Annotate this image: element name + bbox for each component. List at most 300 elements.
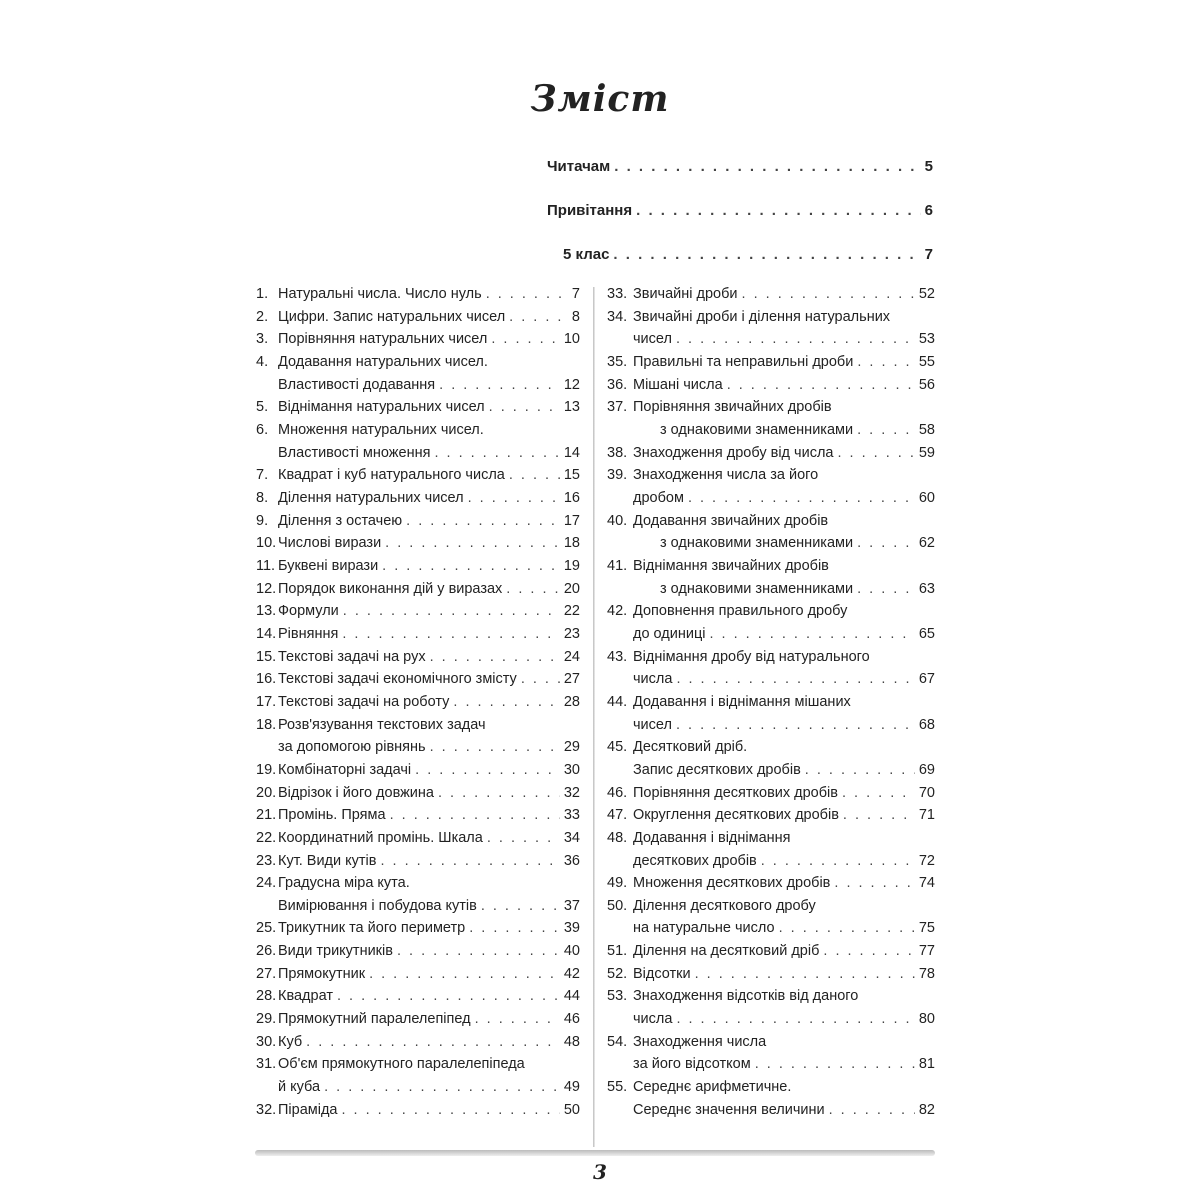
toc-entry-label: Запис десяткових дробів (633, 761, 801, 778)
toc-entry-line (607, 830, 791, 846)
toc-entry-page: 53 (918, 331, 935, 348)
toc-entry-page: 27 (563, 671, 580, 688)
toc-entry (256, 490, 580, 506)
dot-leader (837, 445, 914, 461)
dot-leader (380, 853, 559, 869)
toc-entry-page: 40 (563, 943, 580, 960)
dot-leader (727, 377, 915, 393)
toc-entry-line (256, 875, 410, 891)
toc-entry-label: Вимірювання і побудова кутів (278, 897, 477, 914)
toc-entry-page: 16 (563, 489, 580, 506)
toc-entry-label: чисел (633, 331, 672, 348)
toc-entry-label: Звичайні дроби і ділення натуральних (633, 308, 891, 325)
dot-leader (761, 853, 915, 869)
toc-entry-number: 14. (256, 625, 277, 642)
toc-entry-label: чисел (633, 716, 672, 733)
toc-entry-label: 22.Координатний промінь. Шкала (256, 829, 483, 846)
toc-entry-page: 44 (563, 988, 580, 1005)
toc-entry-label: Додавання звичайних дробів (633, 512, 829, 529)
toc-entry-label: 27.Прямокутник (256, 965, 366, 982)
toc-entry-label: Знаходження числа (633, 1033, 767, 1050)
toc-entry-label: дробом (633, 489, 684, 506)
toc-entry (256, 785, 580, 801)
toc-entry-number: 8. (256, 489, 269, 506)
toc-entry-number: 52. (607, 965, 628, 982)
dot-leader (509, 467, 560, 483)
toc-entry-page: 39 (563, 920, 580, 937)
dot-leader (676, 671, 914, 687)
toc-entry-page: 29 (563, 739, 580, 756)
toc-entry (256, 671, 580, 687)
dot-leader (306, 1034, 560, 1050)
toc-entry (256, 626, 580, 642)
toc-entry-label: 2.Цифри. Запис натуральних чисел (256, 308, 506, 325)
toc-entry-label: й куба (278, 1079, 321, 1096)
bottom-rule (255, 1150, 935, 1156)
toc-entry-page: 80 (918, 1011, 935, 1028)
toc-entry-number: 42. (607, 603, 628, 620)
toc-entry-line (256, 1056, 525, 1072)
dot-leader (843, 807, 915, 823)
toc-entry (607, 875, 935, 891)
toc-entry-page: 32 (563, 784, 580, 801)
toc-entry-number: 35. (607, 353, 628, 370)
dot-leader (469, 920, 560, 936)
toc-entry-number: 55. (607, 1079, 628, 1096)
toc-entry-page: 8 (571, 308, 580, 325)
toc-entry-page: 12 (563, 376, 580, 393)
toc-header-entry (547, 202, 933, 219)
toc-header-entry (547, 158, 933, 175)
toc-entry-label: 5.Віднімання натуральних чисел (256, 399, 485, 416)
toc-entry-line (607, 309, 890, 325)
toc-entry-number: 18. (256, 716, 277, 733)
toc-entry (256, 830, 580, 846)
toc-entry (256, 966, 580, 982)
toc-entry (633, 1011, 935, 1027)
toc-entry-page: 14 (563, 444, 580, 461)
toc-entry-page: 68 (918, 716, 935, 733)
toc-entry (660, 422, 935, 438)
toc-entry-label: 33.Звичайні дроби (607, 286, 738, 302)
toc-entry-page: 34 (563, 829, 580, 846)
dot-leader (823, 943, 914, 959)
toc-entry-page: 81 (918, 1056, 935, 1073)
toc-entry-line (256, 717, 486, 733)
toc-entry-number: 37. (607, 399, 628, 416)
dot-leader (676, 717, 915, 733)
dot-leader (506, 581, 560, 597)
toc-entry-page: 55 (918, 353, 935, 370)
toc-entry-number: 25. (256, 920, 277, 937)
toc-entry-line (607, 513, 828, 529)
toc-entry-label: числа (633, 1011, 673, 1028)
dot-leader (382, 558, 560, 574)
toc-entry-number: 51. (607, 943, 628, 960)
toc-entry-number: 19. (256, 761, 277, 778)
toc-entry (278, 445, 580, 461)
toc-entry-page: 33 (563, 807, 580, 824)
toc-entry-line (607, 603, 847, 619)
toc-entry-page: 17 (563, 512, 580, 529)
toc-entry (633, 853, 935, 869)
toc-entry-number: 41. (607, 557, 628, 574)
dot-leader (755, 1056, 915, 1072)
toc-entry-number: 21. (256, 807, 277, 824)
toc-entry-number: 43. (607, 648, 628, 665)
toc-entry-number: 9. (256, 512, 269, 529)
toc-entry-page: 10 (563, 331, 580, 348)
toc-entry (607, 445, 935, 461)
toc-entry-label: Читачам (547, 158, 611, 175)
dot-leader (486, 286, 568, 302)
dot-leader (779, 920, 915, 936)
dot-leader (710, 626, 915, 642)
toc-entry (633, 1102, 935, 1118)
toc-entry-label: 3.Порівняння натуральних чисел (256, 331, 488, 348)
toc-entry-label: з однаковими знаменниками (660, 535, 854, 552)
dot-leader (857, 354, 915, 370)
toc-entry-label: Віднімання дробу від натурального (633, 648, 870, 665)
toc-entry-number: 32. (256, 1101, 277, 1118)
dot-leader (521, 671, 560, 687)
toc-entry-page: 6 (924, 202, 933, 219)
dot-leader (613, 246, 920, 263)
toc-entry-label: 14.Рівняння (256, 625, 339, 642)
toc-entry (660, 581, 935, 597)
toc-entry (607, 943, 935, 959)
dot-leader (489, 399, 560, 415)
toc-entry (256, 762, 580, 778)
page-number: 3 (593, 1160, 607, 1184)
toc-entry-page: 71 (918, 807, 935, 824)
toc-entry-number: 29. (256, 1011, 277, 1028)
toc-entry-line (256, 422, 484, 438)
toc-entry-page: 60 (918, 489, 935, 506)
toc-entry-number: 27. (256, 965, 277, 982)
toc-entry-label: 52.Відсотки (607, 965, 691, 982)
toc-entry-page: 36 (563, 852, 580, 869)
toc-entry-label: 10.Числові вирази (256, 535, 382, 552)
toc-entry (660, 535, 935, 551)
toc-entry-number: 3. (256, 331, 269, 348)
toc-entry-label: 17.Текстові задачі на роботу (256, 693, 450, 710)
toc-entry-label: десяткових дробів (633, 852, 757, 869)
toc-entry-number: 46. (607, 784, 628, 801)
toc-entry-page: 46 (563, 1011, 580, 1028)
toc-entry (607, 286, 935, 302)
toc-entry (256, 920, 580, 936)
toc-entry (256, 331, 580, 347)
toc-entry-page: 77 (918, 943, 935, 960)
toc-entry (256, 807, 580, 823)
toc-entry-page: 74 (918, 875, 935, 892)
toc-entry-label: 28.Квадрат (256, 988, 333, 1005)
dot-leader (415, 762, 560, 778)
toc-entry-number: 4. (256, 353, 269, 370)
toc-entry (256, 581, 580, 597)
toc-entry-label: Розв'язування текстових задач (278, 716, 486, 733)
toc-entry-page: 37 (563, 897, 580, 914)
dot-leader (430, 649, 560, 665)
toc-entry-line (607, 1079, 791, 1095)
dot-leader (829, 1102, 915, 1118)
toc-entry-label: 49.Множення десяткових дробів (607, 875, 831, 892)
dot-leader (324, 1079, 560, 1095)
toc-entry-page: 22 (563, 603, 580, 620)
toc-entry-page: 7 (924, 246, 933, 263)
column-divider (593, 287, 595, 1147)
toc-entry-label: 32.Піраміда (256, 1101, 338, 1118)
dot-leader (475, 1011, 560, 1027)
dot-leader (468, 490, 560, 506)
toc-entry-number: 1. (256, 286, 269, 302)
toc-entry-page: 78 (918, 965, 935, 982)
toc-entry-label: Множення натуральних чисел. (278, 421, 484, 438)
toc-entry-number: 45. (607, 739, 628, 756)
toc-entry-number: 48. (607, 829, 628, 846)
toc-entry-label: Об'єм прямокутного паралелепіпеда (278, 1056, 525, 1073)
toc-entry-line (607, 988, 858, 1004)
toc-entry-page: 72 (918, 852, 935, 869)
toc-entry-label: 23.Кут. Види кутів (256, 852, 377, 869)
toc-entry (256, 988, 580, 1004)
toc-entry-label: Додавання натуральних чисел. (278, 353, 488, 370)
toc-entry-page: 19 (563, 557, 580, 574)
toc-entry (633, 671, 935, 687)
toc-entry-line (607, 739, 747, 755)
dot-leader (342, 1102, 560, 1118)
toc-entry-label: до одиниці (633, 625, 706, 642)
dot-leader (688, 490, 915, 506)
toc-entry (256, 535, 580, 551)
toc-entry-label: з однаковими знаменниками (660, 580, 854, 597)
toc-entry-page: 70 (918, 784, 935, 801)
toc-header-entry (563, 246, 933, 263)
toc-entry-label: Додавання і віднімання мішаних (633, 693, 851, 710)
dot-leader (857, 422, 915, 438)
toc-entry-number: 40. (607, 512, 628, 529)
toc-entry-label: 25.Трикутник та його периметр (256, 920, 466, 937)
toc-entry-label: 38.Знаходження дробу від числа (607, 444, 834, 461)
toc-entry-label: 46.Порівняння десяткових дробів (607, 784, 838, 801)
toc-entry-line (607, 649, 870, 665)
toc-entry (256, 603, 580, 619)
dot-leader (742, 286, 915, 302)
toc-entry (278, 739, 580, 755)
dot-leader (636, 202, 921, 219)
toc-entry (256, 1011, 580, 1027)
toc-entry-number: 50. (607, 897, 628, 914)
toc-entry-number: 44. (607, 693, 628, 710)
dot-leader (337, 988, 560, 1004)
dot-leader (397, 943, 560, 959)
toc-entry-page: 48 (563, 1033, 580, 1050)
toc-entry-number: 7. (256, 467, 269, 484)
dot-leader (676, 331, 915, 347)
dot-leader (390, 807, 560, 823)
toc-entry-number: 49. (607, 875, 628, 892)
toc-entry-page: 56 (918, 376, 935, 393)
toc-entry-number: 10. (256, 535, 277, 552)
toc-entry-page: 65 (918, 625, 935, 642)
toc-entry-label: з однаковими знаменниками (660, 421, 854, 438)
toc-entry (633, 920, 935, 936)
toc-entry-number: 24. (256, 875, 277, 892)
toc-entry-number: 26. (256, 943, 277, 960)
dot-leader (695, 966, 915, 982)
toc-entry-label: 20.Відрізок і його довжина (256, 784, 434, 801)
toc-entry-label: Середнє арифметичне. (633, 1079, 792, 1096)
dot-leader (369, 966, 560, 982)
toc-entry-label: за допомогою рівнянь (278, 739, 426, 756)
toc-entry-label: 15.Текстові задачі на рух (256, 648, 426, 665)
toc-entry (607, 354, 935, 370)
dot-leader (406, 513, 560, 529)
toc-entry-page: 24 (563, 648, 580, 665)
dot-leader (834, 875, 914, 891)
toc-entry-number: 33. (607, 286, 628, 302)
toc-entry-number: 53. (607, 988, 628, 1005)
toc-entry-number: 6. (256, 421, 269, 438)
toc-entry-label: 19.Комбінаторні задачі (256, 761, 412, 778)
toc-entry (256, 286, 580, 302)
toc-entry-label: 8.Ділення натуральних чисел (256, 489, 464, 506)
toc-entry-page: 15 (563, 467, 580, 484)
toc-entry-label: 5 клас (563, 246, 610, 263)
toc-entry-label: 51.Ділення на десятковий дріб (607, 943, 820, 960)
toc-entry-number: 20. (256, 784, 277, 801)
toc-entry-line (607, 399, 832, 415)
toc-entry-line (607, 1034, 766, 1050)
toc-entry-page: 63 (918, 580, 935, 597)
toc-entry-number: 12. (256, 580, 277, 597)
toc-entry (256, 399, 580, 415)
toc-entry-label: 35.Правильні та неправильні дроби (607, 353, 854, 370)
toc-entry-label: 7.Квадрат і куб натурального числа (256, 467, 505, 484)
dot-leader (491, 331, 560, 347)
toc-entry (256, 694, 580, 710)
dot-leader (453, 694, 559, 710)
toc-entry-page: 13 (563, 399, 580, 416)
toc-entry-label: на натуральне число (633, 920, 775, 937)
toc-entry-number: 17. (256, 693, 277, 710)
dot-leader (434, 445, 559, 461)
toc-entry (607, 966, 935, 982)
toc-entry (633, 1056, 935, 1072)
toc-entry-number: 34. (607, 308, 628, 325)
toc-entry-label: Середнє значення величини (633, 1101, 825, 1118)
dot-leader (342, 626, 560, 642)
toc-entry-number: 22. (256, 829, 277, 846)
toc-entry-page: 50 (563, 1101, 580, 1118)
toc-entry-page: 82 (918, 1101, 935, 1118)
page-title: Зміст (530, 78, 670, 120)
toc-entry-label: 29.Прямокутний паралелепіпед (256, 1011, 471, 1028)
toc-entry (256, 309, 580, 325)
toc-entry-line (607, 558, 829, 574)
toc-entry (256, 853, 580, 869)
toc-entry-label: 13.Формули (256, 603, 339, 620)
toc-entry-line (256, 354, 488, 370)
toc-entry-number: 13. (256, 603, 277, 620)
toc-entry-label: 30.Куб (256, 1033, 303, 1050)
toc-entry (278, 1079, 580, 1095)
toc-entry-label: числа (633, 671, 673, 688)
toc-entry-page: 49 (563, 1079, 580, 1096)
toc-entry-number: 30. (256, 1033, 277, 1050)
toc-entry (633, 490, 935, 506)
toc-entry-line (607, 898, 816, 914)
toc-entry-label: Віднімання звичайних дробів (633, 557, 829, 574)
toc-entry (256, 649, 580, 665)
toc-entry (633, 717, 935, 733)
toc-entry (607, 785, 935, 801)
dot-leader (676, 1011, 914, 1027)
toc-entry-label: Властивості додавання (278, 376, 436, 393)
toc-entry-label: Доповнення правильного дробу (633, 603, 848, 620)
dot-leader (430, 739, 560, 755)
toc-entry (256, 943, 580, 959)
toc-entry-label: 16.Текстові задачі економічного змісту (256, 671, 517, 688)
toc-entry-page: 69 (918, 761, 935, 778)
toc-entry-label: 11.Буквені вирази (256, 557, 379, 574)
dot-leader (385, 535, 560, 551)
toc-entry-number: 11. (256, 557, 276, 574)
toc-entry-page: 5 (924, 158, 933, 175)
toc-entry-label: Градусна міра кута. (278, 875, 410, 892)
toc-entry-page: 18 (563, 535, 580, 552)
toc-entry-label: Додавання і віднімання (633, 829, 791, 846)
dot-leader (343, 603, 560, 619)
toc-entry (256, 558, 580, 574)
toc-entry-line (607, 694, 851, 710)
toc-entry-label: Порівняння звичайних дробів (633, 399, 832, 416)
toc-entry-number: 31. (256, 1056, 277, 1073)
toc-entry-page: 59 (918, 444, 935, 461)
toc-entry-page: 58 (918, 421, 935, 438)
toc-entry-number: 23. (256, 852, 277, 869)
toc-entry-number: 5. (256, 399, 269, 416)
toc-entry-page: 75 (918, 920, 935, 937)
toc-entry-page: 20 (563, 580, 580, 597)
toc-entry-label: Знаходження відсотків від даного (633, 988, 859, 1005)
toc-entry-line (607, 467, 818, 483)
dot-leader (487, 830, 560, 846)
toc-entry-label: 9.Ділення з остачею (256, 512, 403, 529)
toc-entry (278, 377, 580, 393)
toc-entry (633, 762, 935, 778)
toc-entry-number: 28. (256, 988, 277, 1005)
toc-entry-number: 47. (607, 807, 628, 824)
toc-entry (633, 331, 935, 347)
toc-entry-number: 39. (607, 467, 628, 484)
toc-entry-page: 52 (918, 286, 935, 302)
toc-entry-label: за його відсотком (633, 1056, 751, 1073)
dot-leader (438, 785, 560, 801)
toc-entry-page: 42 (563, 965, 580, 982)
toc-entry (607, 807, 935, 823)
toc-entry-page: 67 (918, 671, 935, 688)
dot-leader (481, 898, 560, 914)
toc-entry-label: 12.Порядок виконання дій у виразах (256, 580, 503, 597)
toc-entry-label: 1.Натуральні числа. Число нуль (256, 286, 482, 302)
toc-entry-page: 28 (563, 693, 580, 710)
dot-leader (614, 158, 920, 175)
toc-entry-page: 30 (563, 761, 580, 778)
dot-leader (857, 535, 915, 551)
toc-entry-label: Ділення десяткового дробу (633, 897, 816, 914)
